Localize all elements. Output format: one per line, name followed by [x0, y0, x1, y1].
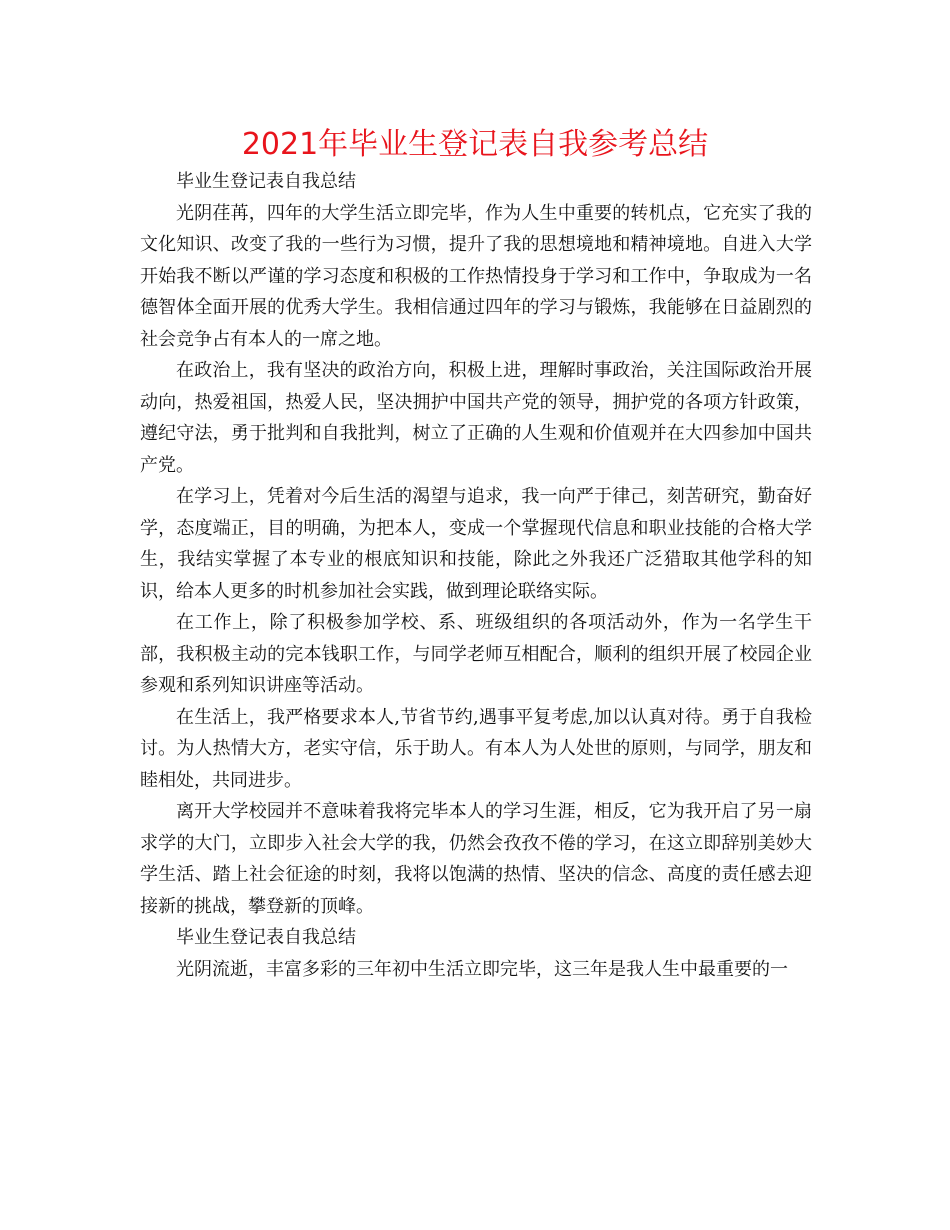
paragraph-future: 离开大学校园并不意味着我将完毕本人的学习生涯，相反，它为我开启了另一扇求学的大门，立即步入社会大学的我，仍然会孜孜不倦的学习，在这立即辞别美妙大学生活、踏上社会征途的时刻，我将以饱满的热情、坚决的信念、高度的责任感去迎接新的挑战，攀登新的顶峰。	[140, 801, 812, 917]
paragraph-work: 在工作上，除了积极参加学校、系、班级组织的各项活动外，作为一名学生干部，我积极主动的完本钱职工作，与同学老师互相配合，顺利的组织开展了校园企业参观和系列知识讲座等活动。	[140, 612, 812, 696]
paragraph-life: 在生活上，我严格要求本人,节省节约,遇事平复考虑,加以认真对待。勇于自我检讨。为人热情大方，老实守信，乐于助人。有本人为人处世的原则，与同学，朋友和睦相处，共同进步。	[140, 706, 812, 791]
document-title: 2021年毕业生登记表自我参考总结	[241, 127, 709, 162]
section-heading: 毕业生登记表自我总结	[176, 171, 356, 192]
paragraph-politics: 在政治上，我有坚决的政治方向，积极上进，理解时事政治，关注国际政治开展动向，热爱祖国，热爱人民，坚决拥护中国共产党的领导，拥护党的各项方针政策，遵纪守法，勇于批判和自我批判，树立了正确的人生观和价值观并在大四参加中国共产党。	[140, 360, 812, 476]
paragraph-study: 在学习上，凭着对今后生活的渴望与追求，我一向严于律己，刻苦研究，勤奋好学，态度端正，目的明确，为把本人，变成一个掌握现代信息和职业技能的合格大学生，我结实掌握了本专业的根底知识和技能，除此之外我还广泛猎取其他学科的知识，给本人更多的时机参加社会实践，做到理论联络实际。	[140, 486, 812, 602]
paragraph-junior: 光阴流逝，丰富多彩的三年初中生活立即完毕，这三年是我人生中最重要的一	[176, 958, 788, 980]
document-body	[140, 166, 812, 985]
section-heading: 毕业生登记表自我总结	[176, 927, 356, 948]
paragraph-intro: 光阴荏苒，四年的大学生活立即完毕，作为人生中重要的转机点，它充实了我的文化知识、改变了我的一些行为习惯，提升了我的思想境地和精神境地。自进入大学开始我不断以严谨的学习态度和积极的工作热情投身于学习和工作中，争取成为一名德智体全面开展的优秀大学生。我相信通过四年的学习与锻炼，我能够在日益剧烈的社会竞争占有本人的一席之地。	[140, 202, 812, 350]
